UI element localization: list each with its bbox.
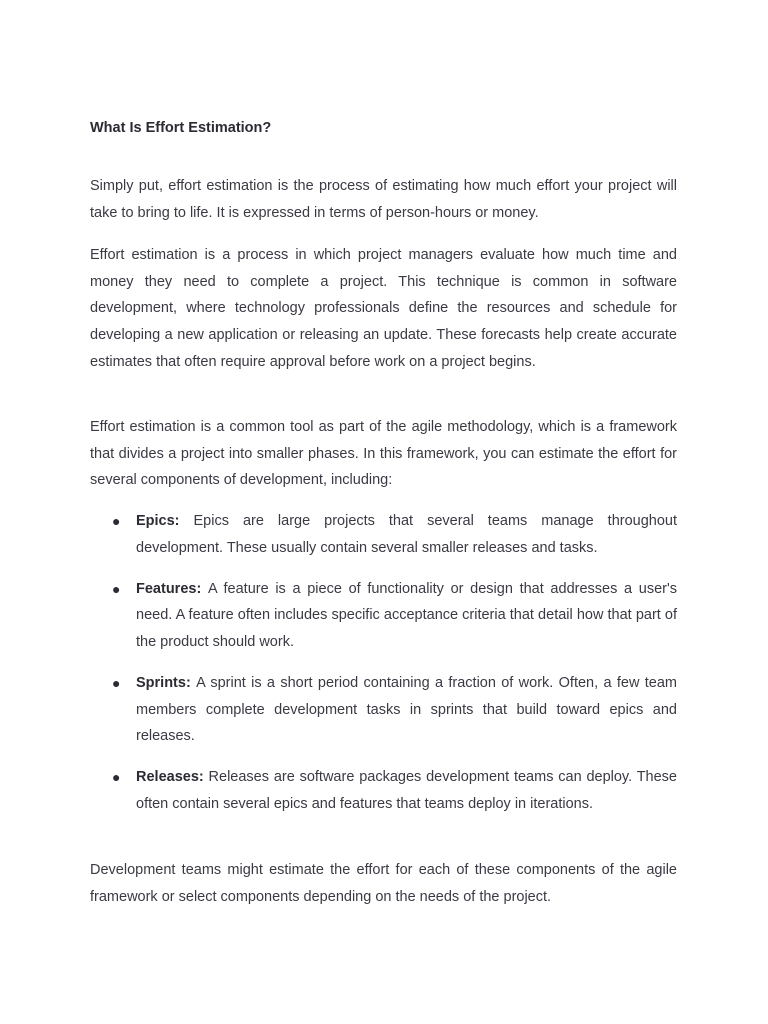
list-item-text: A sprint is a short period containing a fraction of work. Often, a few team members complete development tasks in sprints that build toward epics and releases. (136, 674, 678, 745)
bullet-icon: ● (112, 769, 121, 786)
bullet-icon: ● (112, 674, 121, 691)
components-list (90, 508, 677, 817)
list-item-features (90, 576, 677, 656)
bullet-icon: ● (112, 580, 121, 597)
definition-paragraph: Effort estimation is a process in which project managers evaluate how much time and money they need to complete a project. This technique is common in software development, where technology professionals define the resources and schedule for developing a new application or releasing an update. These forecasts help create accurate estimates that often require approval before work on a project begins. (90, 247, 677, 370)
list-item-term: Features: (136, 580, 208, 597)
bullet-icon: ● (112, 512, 121, 529)
list-item-term: Releases: (136, 769, 209, 786)
intro-paragraph: Simply put, effort estimation is the process of estimating how much effort your project will take to bring to life. It is expressed in terms of person-hours or money. (90, 178, 677, 221)
section-heading: What Is Effort Estimation? (90, 120, 272, 136)
agile-paragraph: Effort estimation is a common tool as part of the agile methodology, which is a framework that divides a project into smaller phases. In this framework, you can estimate the effort for several components of development, including: (90, 419, 677, 489)
list-item-term: Epics: (136, 512, 194, 529)
list-item-term: Sprints: (136, 674, 197, 691)
closing-paragraph: Development teams might estimate the effort for each of these components of the agile framework or select components depending on the needs of the project. (90, 862, 677, 905)
list-item-text: A feature is a piece of functionality or design that addresses a user's need. A feature often includes specific acceptance criteria that detail how that part of the product should work. (136, 580, 677, 650)
list-item-text: Releases are software packages development teams can deploy. These often contain several epics and features that teams deploy in iterations. (136, 769, 677, 812)
list-item-text: Epics are large projects that several teams manage throughout development. These usually contain several smaller releases and tasks. (136, 512, 678, 556)
list-item-releases (90, 764, 677, 817)
document-page (90, 118, 677, 911)
list-item-epics (90, 508, 677, 561)
list-item-sprints (90, 670, 677, 750)
